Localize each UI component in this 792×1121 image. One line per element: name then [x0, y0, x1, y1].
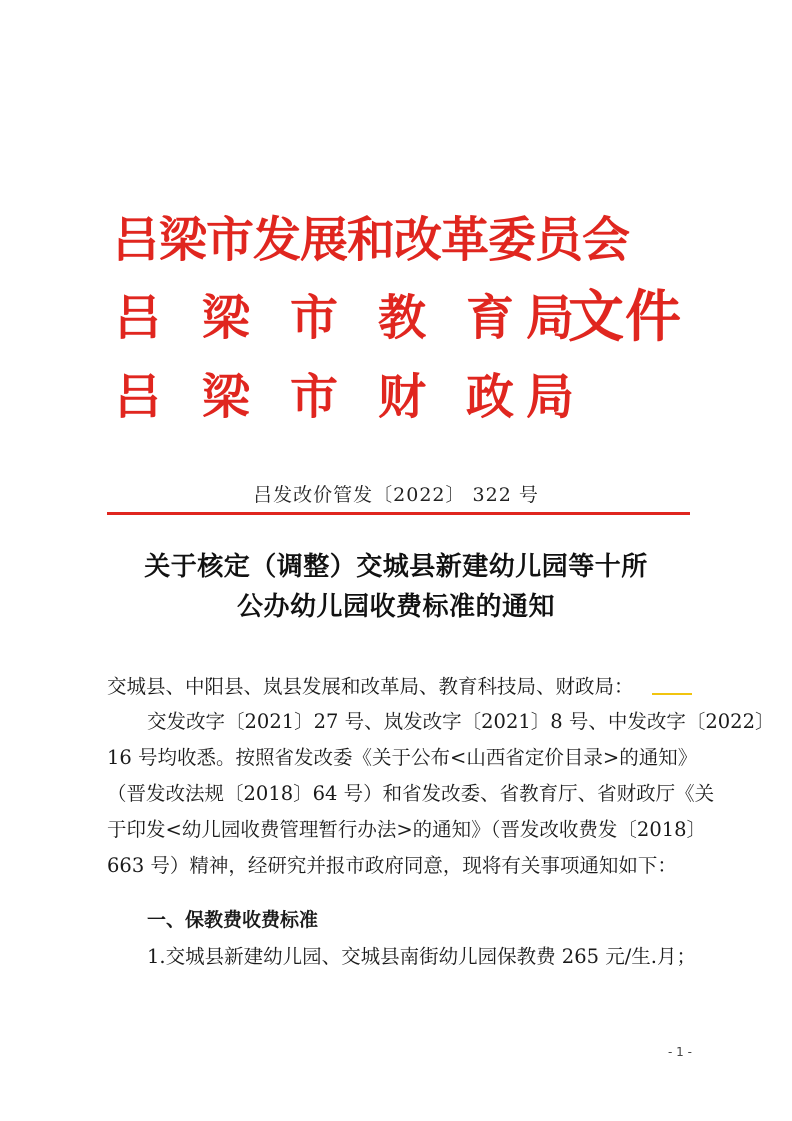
paragraph-line: 于印发<幼儿园收费管理暂行办法>的通知》（晋发改收费发〔2018〕: [107, 818, 707, 841]
paragraph-line: （晋发改法规〔2018〕64 号）和省发改委、省教育厅、省财政厅《关: [107, 782, 715, 805]
document-number: 吕发改价管发〔2022〕 322 号: [253, 484, 539, 506]
list-item: 1.交城县新建幼儿园、交城县南街幼儿园保教费 265 元/生.月；: [147, 945, 696, 968]
header-char: 局: [525, 369, 574, 425]
paragraph-line: 交发改字〔2021〕27 号、岚发改字〔2021〕8 号、中发改字〔2022〕: [147, 710, 775, 733]
paragraph-line: 16 号均收悉。按照省发改委《关于公布<山西省定价目录>的通知》: [107, 746, 698, 769]
header-document-suffix: 文件: [568, 284, 682, 350]
header-line-finance-bureau: [112, 368, 592, 426]
section-heading: 一、保教费收费标准: [147, 909, 319, 931]
recipients-line: 交城县、中阳县、岚县发展和改革局、教育科技局、财政局：: [107, 675, 634, 698]
highlight-mark: [652, 693, 692, 695]
header-char: 吕: [113, 290, 162, 346]
header-char: 吕: [113, 369, 162, 425]
header-char: 梁: [201, 369, 250, 425]
document-title-line2: 公办幼儿园收费标准的通知: [236, 592, 555, 622]
header-char: 梁: [201, 290, 250, 346]
header-line-development-reform: 吕梁市发展和改革委员会: [112, 212, 630, 268]
page-number: - 1 -: [668, 1045, 692, 1059]
header-char: 市: [289, 369, 338, 425]
header-char: 财: [377, 369, 426, 425]
header-line-education-bureau: [112, 284, 692, 350]
header-char: 政: [465, 369, 514, 425]
document-title-line1: 关于核定（调整）交城县新建幼儿园等十所: [144, 552, 648, 582]
header-char: 育: [465, 290, 514, 346]
red-divider: [107, 512, 690, 515]
paragraph-line: 663 号）精神，经研究并报市政府同意，现将有关事项通知如下：: [107, 854, 677, 877]
header-char: 教: [377, 290, 426, 346]
header-char: 局: [525, 290, 574, 346]
header-char: 市: [289, 290, 338, 346]
